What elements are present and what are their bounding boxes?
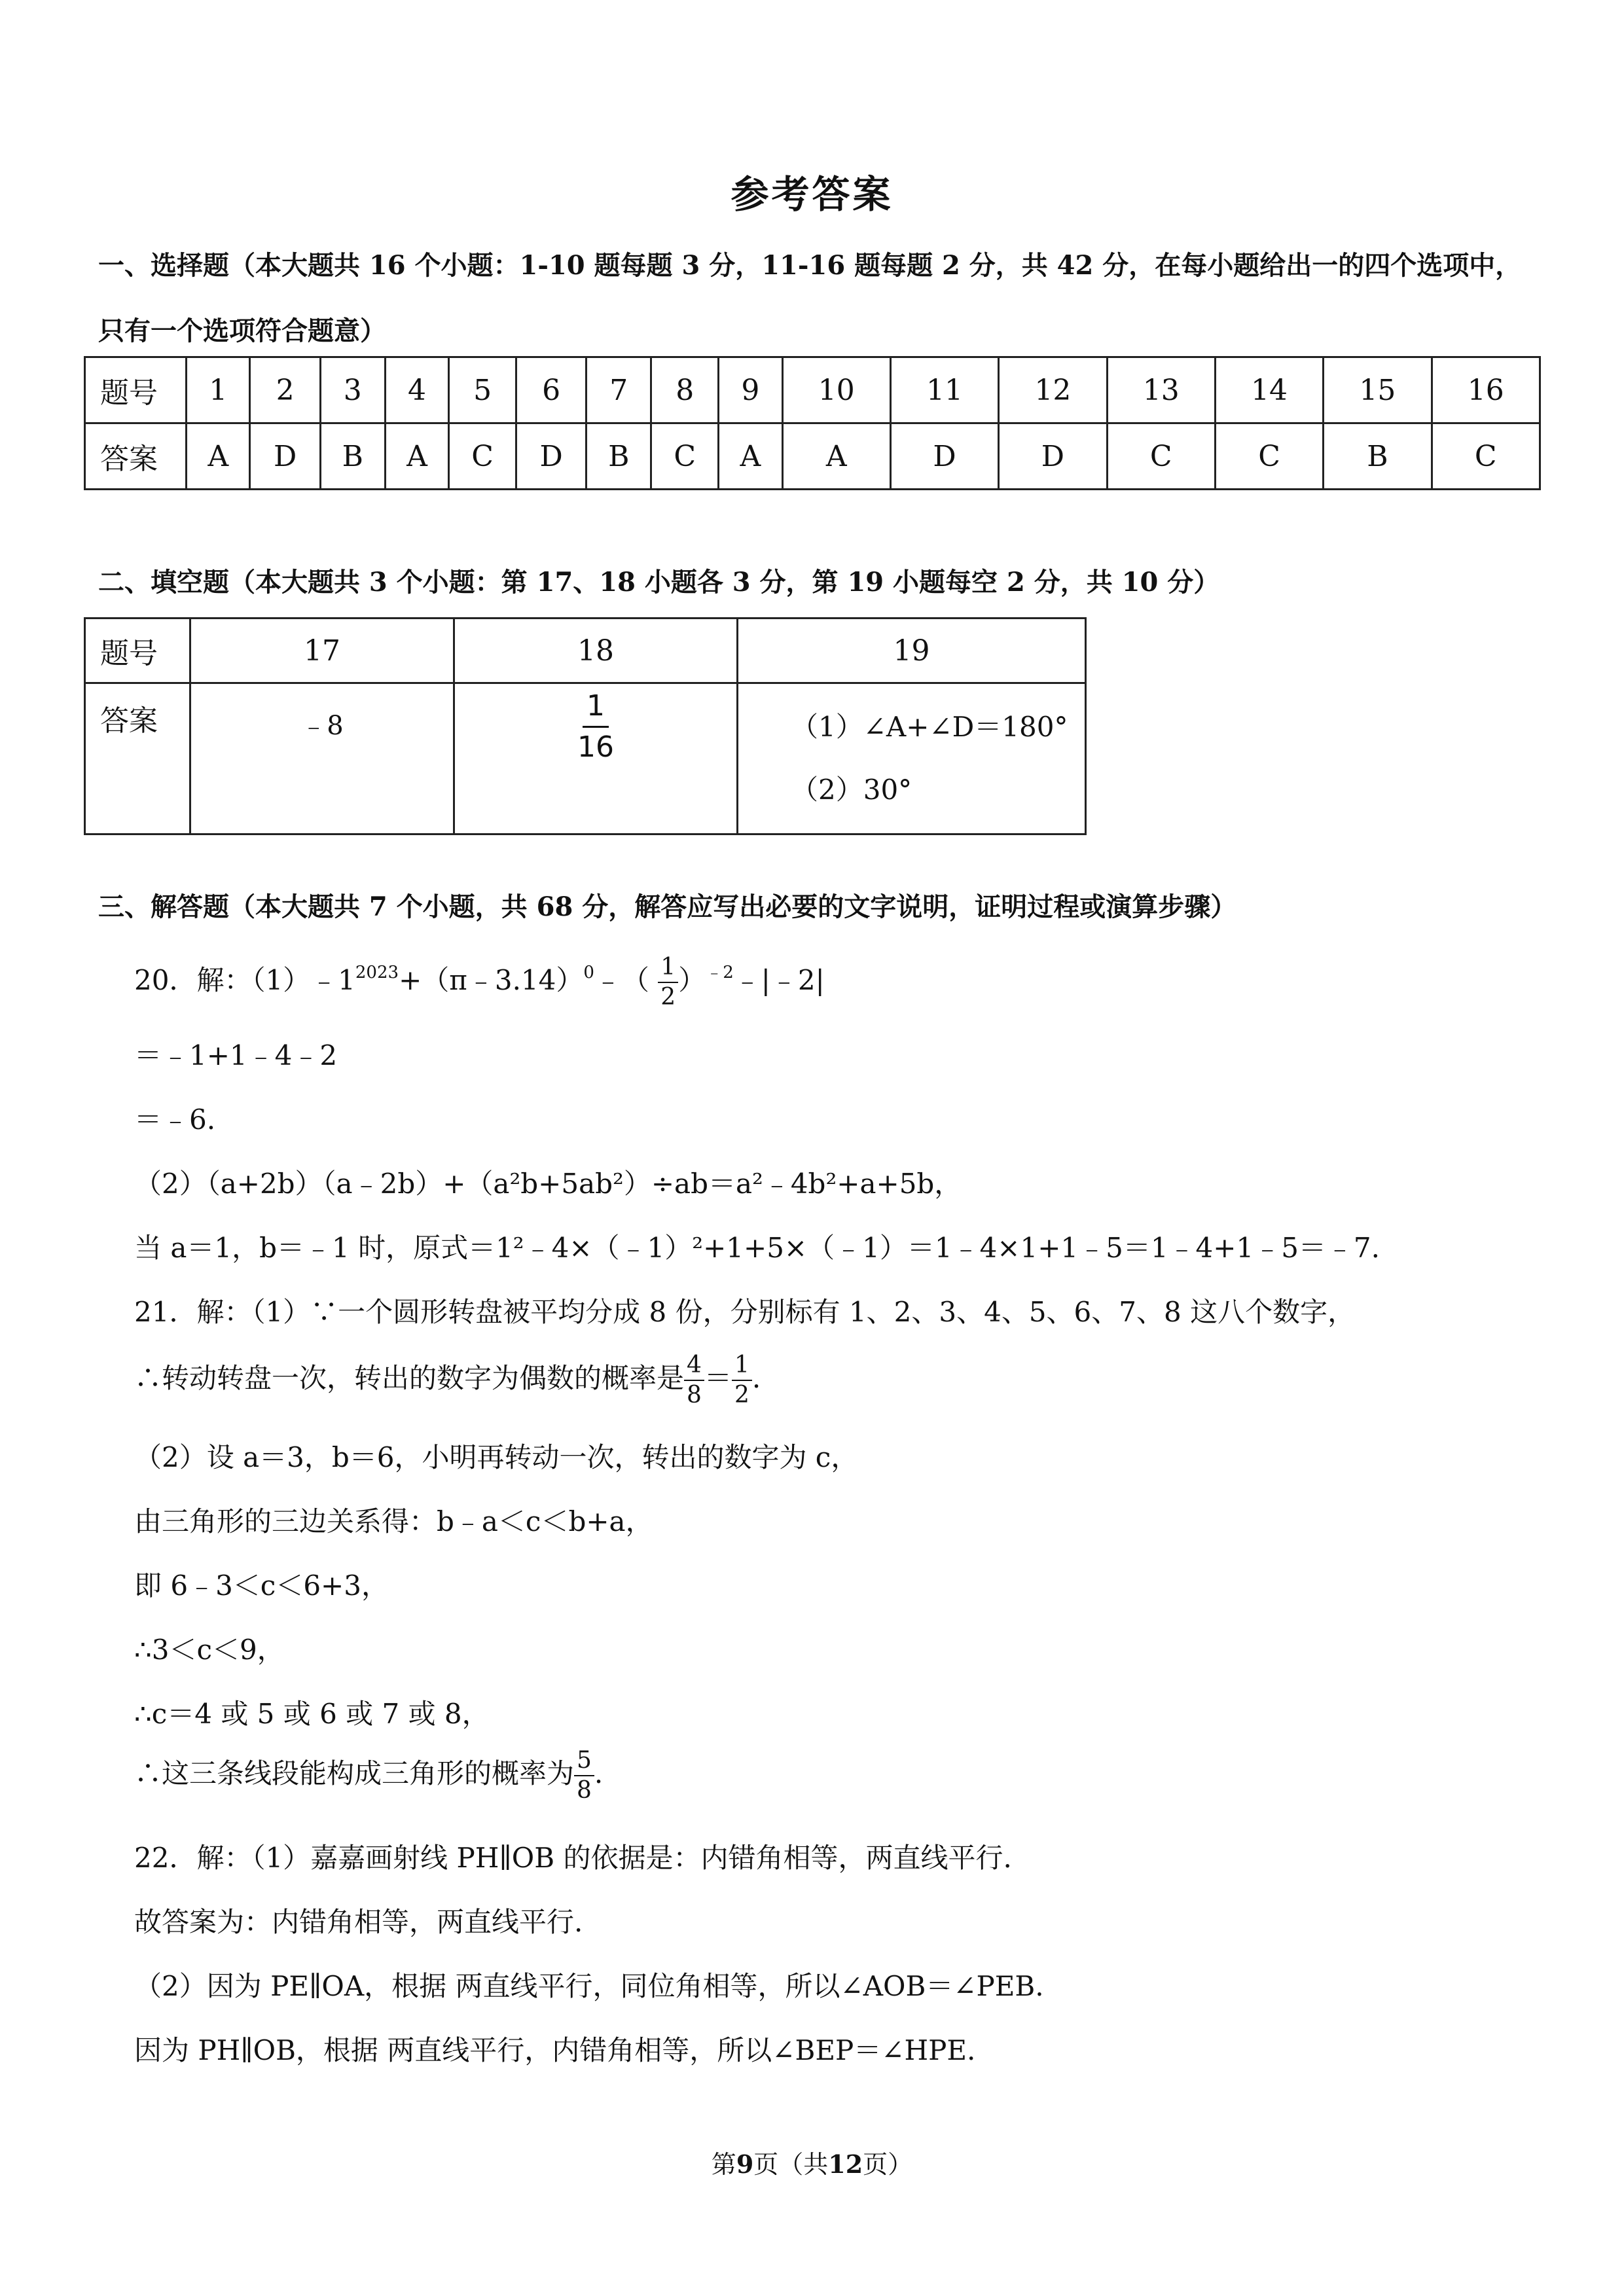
row-label-answer: 答案 [85,683,190,834]
row-label-question: 题号 [85,357,187,423]
page-title: 参考答案 [731,172,893,217]
fill-answer-table [84,617,1087,835]
footer-text: 第 [711,2150,736,2179]
answer-19-part1: （1）∠A+∠D＝180° [791,711,1068,743]
question-number: 6 [516,357,586,423]
page-footer [0,2144,1624,2180]
question-number: 9 [719,357,782,423]
section1-heading-line2: 只有一个选项符合题意） [98,315,386,346]
fraction-denominator: 2 [734,1382,749,1408]
row-label-question: 题号 [85,619,190,683]
answer-cell: C [1432,423,1540,490]
answer-cell: D [999,423,1107,490]
question-number: 4 [385,357,448,423]
q21-line7: ∴c＝4 或 5 或 6 或 7 或 8， [134,1698,490,1730]
question-number: 2 [250,357,320,423]
answer-cell: D [890,423,998,490]
q21-line6: ∴3＜c＜9， [134,1634,285,1666]
text: ﹣（ [594,964,649,996]
page-number: 9 [736,2149,754,2179]
answer-18 [454,683,738,834]
table-row [85,357,1540,423]
answer-cell: A [719,423,782,490]
text: ﹣|﹣2| [733,964,825,996]
text: ） [678,964,706,996]
answer-cell: A [187,423,250,490]
question-number: 1 [187,357,250,423]
footer-text: 页（共 [753,2150,829,2179]
fraction-numerator: 5 [574,1749,594,1776]
question-number: 13 [1107,357,1215,423]
fraction [574,1749,594,1803]
text: 20．解：（1）﹣1 [134,964,355,996]
fraction [732,1354,752,1407]
answer-cell: C [651,423,719,490]
fraction-numerator: 1 [732,1354,752,1381]
answer-cell: C [449,423,516,490]
q21-line1: 21．解：（1）∵一个圆形转盘被平均分成 8 份，分别标有 1、2、3、4、5、6、7、8 这八个数字， [134,1296,1356,1328]
text: +（π﹣3.14） [399,964,584,996]
question-number: 10 [782,357,890,423]
section1-heading [98,233,1551,364]
question-number: 7 [586,357,651,423]
exponent: 2023 [355,963,399,982]
question-number: 8 [651,357,719,423]
question-number: 5 [449,357,516,423]
q20-line2: ＝﹣1+1﹣4﹣2 [134,1039,338,1071]
fraction [684,1354,704,1407]
table-row [85,619,1086,683]
question-number: 19 [738,619,1086,683]
fraction-denominator: 2 [660,984,676,1011]
fraction-denominator: 8 [687,1382,702,1408]
section2-heading: 二、填空题（本大题共 3 个小题：第 17、18 小题各 3 分，第 19 小题每空 2 分，共 10 分） [98,567,1220,598]
question-number: 11 [890,357,998,423]
q22-line2: 故答案为：内错角相等，两直线平行. [134,1906,583,1938]
q21-line5: 即 6﹣3＜c＜6+3， [134,1570,389,1602]
fraction [573,689,618,764]
question-number: 18 [454,619,738,683]
text: ∴转动转盘一次，转出的数字为偶数的概率是 [134,1362,685,1394]
q22-line4: 因为 PH∥OB，根据 两直线平行，内错角相等，所以∠BEP＝∠HPE. [134,2034,976,2066]
q21-line3: （2）设 a＝3，b＝6，小明再转动一次，转出的数字为 c， [134,1441,859,1473]
choice-answer-table [84,356,1541,490]
answer-cell: D [250,423,320,490]
q21-line2 [134,1354,1542,1407]
q20-line5: 当 a＝1，b＝﹣1 时，原式＝1²﹣4×（﹣1）²+1+5×（﹣1）＝1﹣4×1+1﹣5＝1﹣4+1﹣5＝﹣7. [134,1232,1380,1264]
fraction [658,956,678,1009]
section1-heading-line1: 一、选择题（本大题共 16 个小题：1-10 题每题 3 分，11-16 题每题 2 分，共 42 分，在每小题给出一的四个选项中， [98,250,1522,281]
fraction-numerator: 1 [583,692,609,728]
fraction-numerator: 4 [684,1354,704,1381]
text: ＝ [704,1362,732,1394]
answer-cell: D [516,423,586,490]
question-number: 14 [1215,357,1323,423]
answer-cell: A [385,423,448,490]
fraction-denominator: 8 [577,1777,592,1804]
answer-19-part2: （2）30° [791,774,912,806]
fraction-numerator: 1 [658,956,678,983]
q22-line1: 22．解：（1）嘉嘉画射线 PH∥OB 的依据是：内错角相等，两直线平行. [134,1842,1012,1874]
answer-17: ﹣8 [190,683,454,834]
q20-line4: （2）（a+2b）（a﹣2b）+（a²b+5ab²）÷ab＝a²﹣4b²+a+5b， [134,1168,962,1200]
answer-cell: B [1324,423,1432,490]
exponent: 0 [583,963,594,982]
section3-heading: 三、解答题（本大题共 7 个小题，共 68 分，解答应写出必要的文字说明，证明过程或演算步骤） [98,891,1237,922]
question-number: 12 [999,357,1107,423]
q21-line4: 由三角形的三边关系得：b﹣a＜c＜b+a， [134,1505,653,1537]
answer-19 [738,683,1086,834]
exponent: ﹣2 [706,963,734,982]
answer-cell: A [782,423,890,490]
table-row [85,683,1086,834]
q22-line3: （2）因为 PE∥OA，根据 两直线平行，同位角相等，所以∠AOB＝∠PEB. [134,1970,1044,2002]
question-number: 15 [1324,357,1432,423]
question-number: 17 [190,619,454,683]
q21-line8 [134,1749,1542,1803]
q20-line1 [134,956,1542,1009]
fraction-denominator: 16 [577,730,614,764]
answer-cell: C [1107,423,1215,490]
question-number: 3 [320,357,385,423]
answer-cell: B [586,423,651,490]
text: . [594,1757,604,1789]
question-number: 16 [1432,357,1540,423]
text: ∴这三条线段能构成三角形的概率为 [134,1757,575,1789]
total-pages: 12 [828,2149,863,2179]
table-row [85,423,1540,490]
answer-cell: C [1215,423,1323,490]
q20-line3: ＝﹣6. [134,1103,216,1136]
answer-cell: B [320,423,385,490]
row-label-answer: 答案 [85,423,187,490]
footer-text: 页） [863,2150,913,2179]
text: . [751,1362,761,1394]
